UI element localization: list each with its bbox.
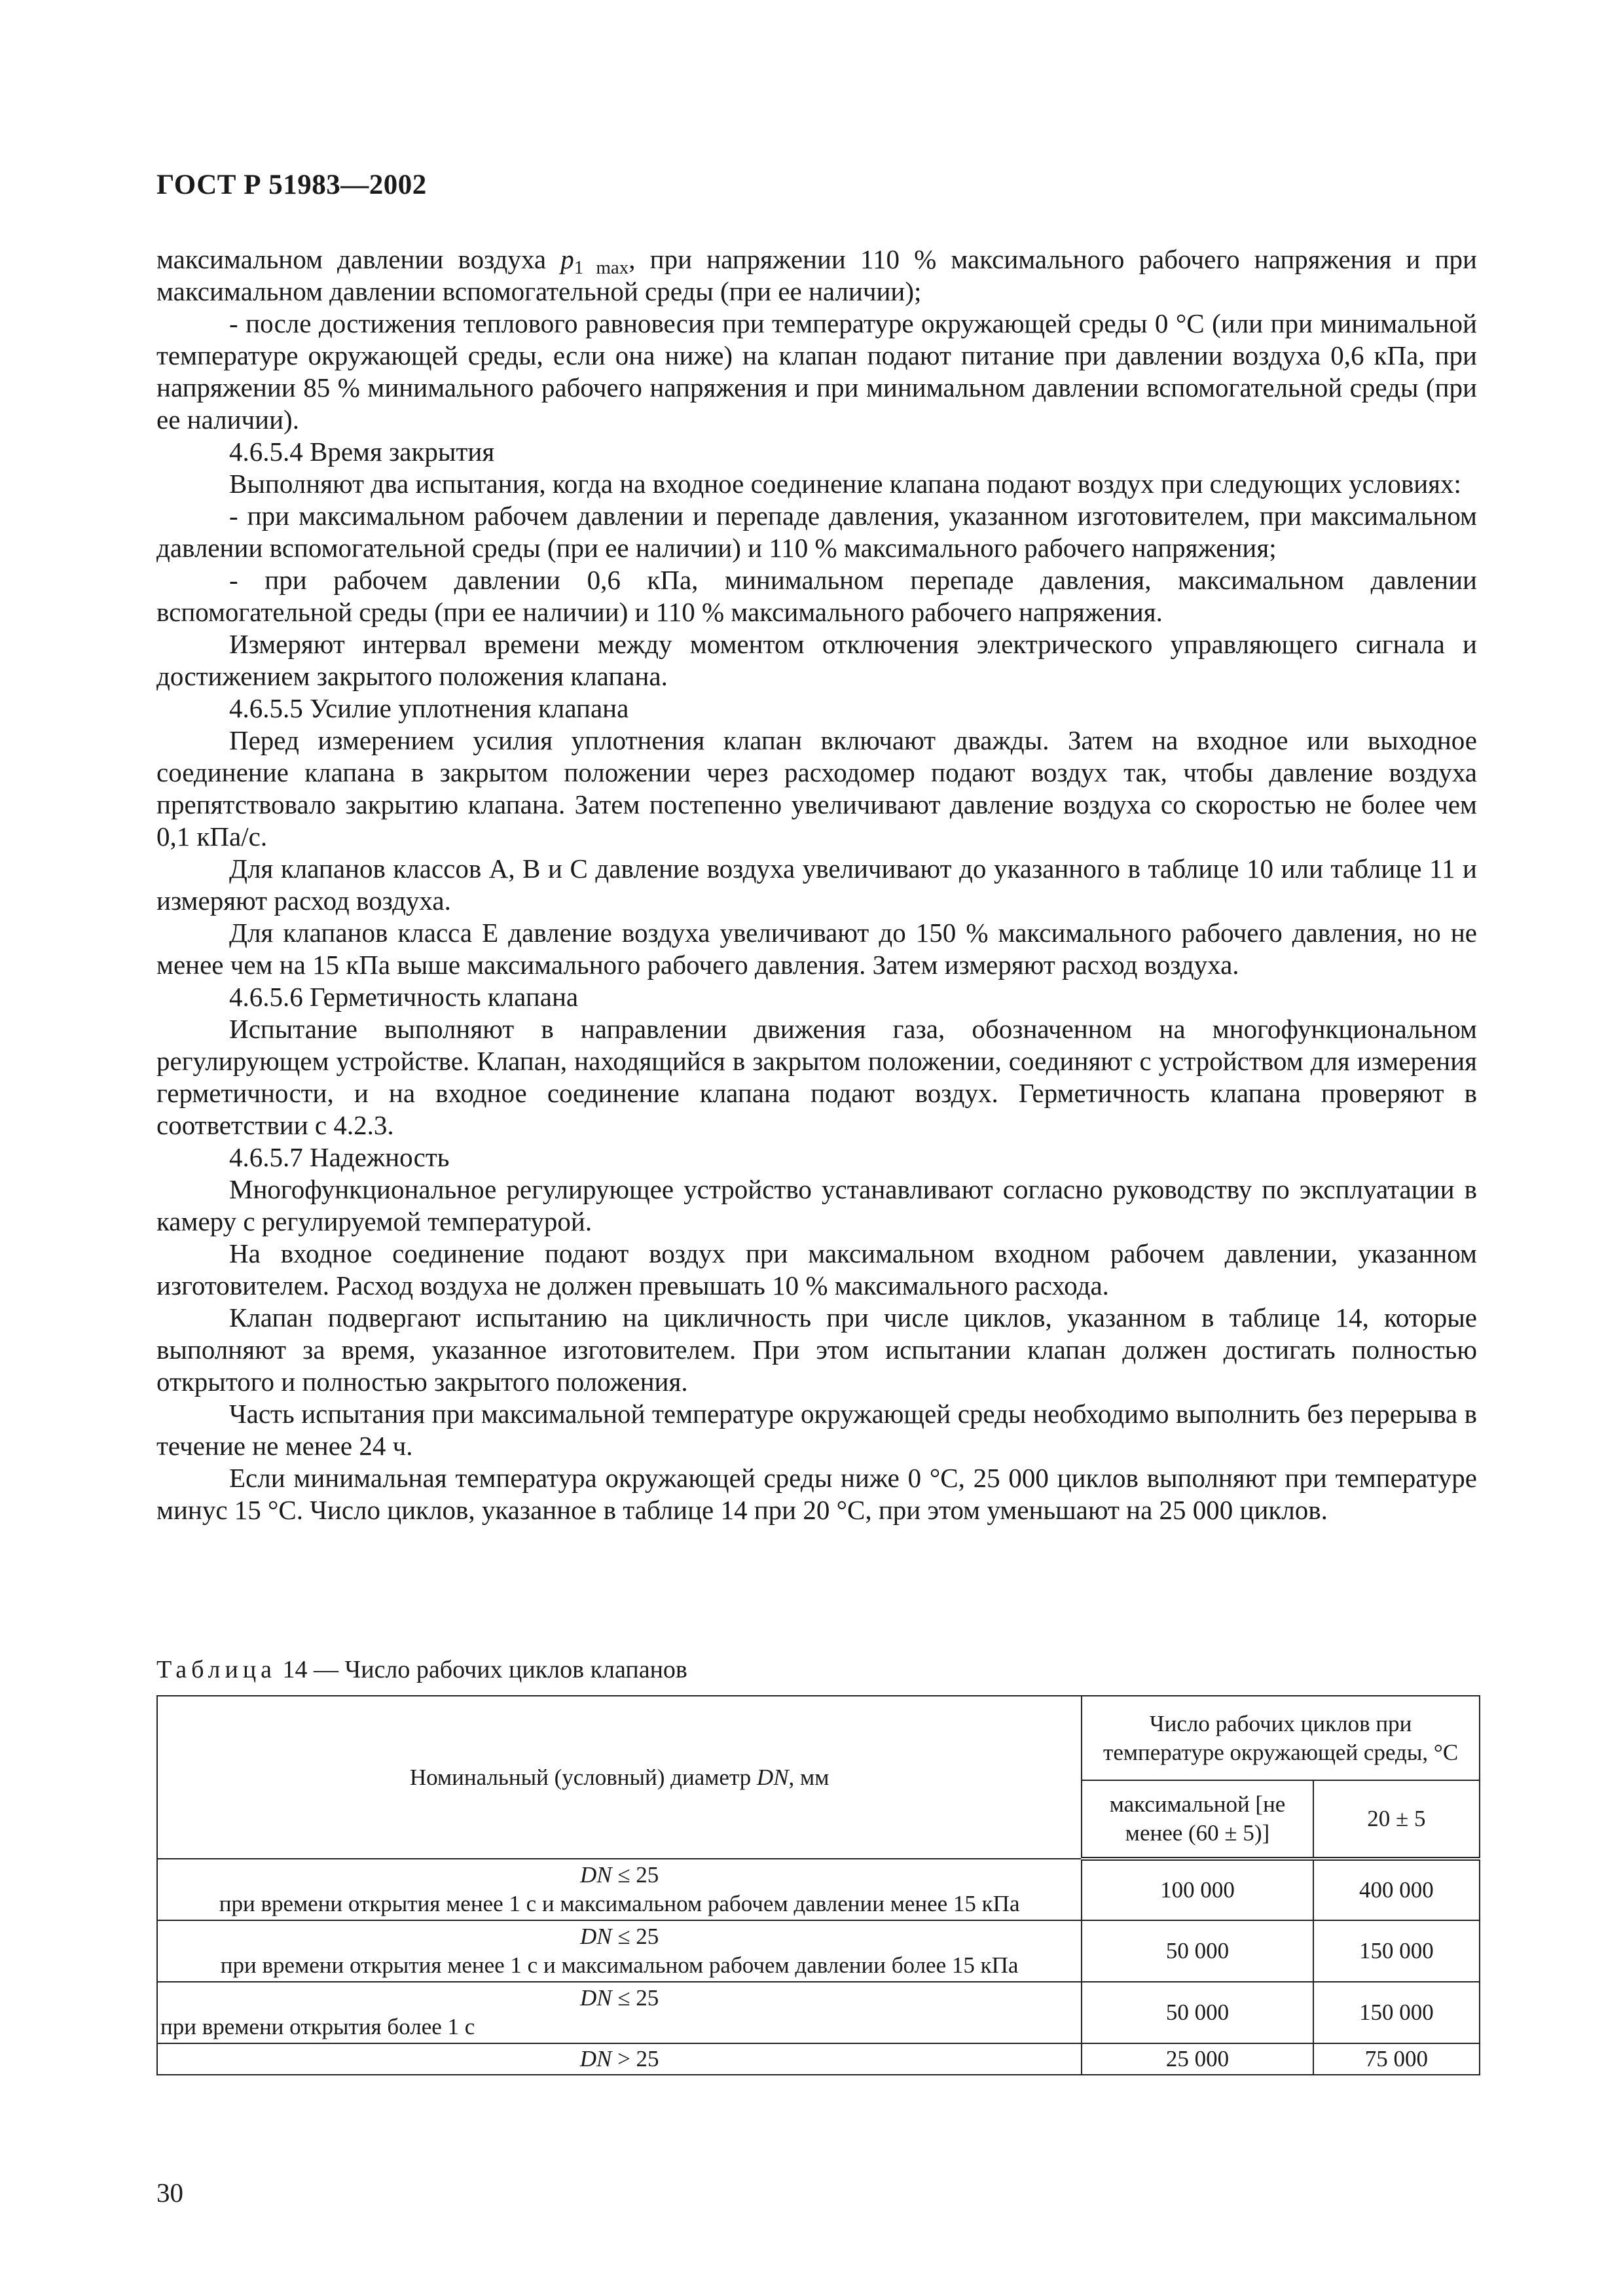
column-header-20-temp: 20 ± 5	[1313, 1780, 1480, 1859]
document-header: ГОСТ Р 51983—2002	[156, 170, 427, 200]
paragraph: Для клапанов класса Е давление воздуха увеличивают до 150 % максимального рабочего давления, но не менее чем на 15 кПа выше максимального рабочего давления. Затем измеряют расход воздуха.	[156, 918, 1477, 980]
table-caption: Таблица 14 — Число рабочих циклов клапанов	[156, 1656, 687, 1683]
paragraph: - при максимальном рабочем давлении и перепаде давления, указанном изготовителем, при максимальном давлении вспомогательной среды (при ее наличии) и 110 % максимального рабочего напряжения;	[156, 501, 1477, 563]
section-heading: 4.6.5.7 Надежность	[229, 1142, 450, 1172]
table-row	[157, 1920, 1480, 1982]
body-text	[156, 243, 1477, 1526]
column-group-header-cycles: Число рабочих циклов при температуре окружающей среды, °С	[1082, 1696, 1480, 1780]
paragraph: Перед измерением усилия уплотнения клапан включают дважды. Затем на входное или выходное соединение клапана в закрытом положении через расходомер подают воздух так, чтобы давление воздуха препятствовало закрытию клапана. Затем постепенно увеличивают давление воздуха со скоростью не более чем 0,1 кПа/с.	[156, 725, 1477, 852]
diameter-cell: DN ≤ 25 при времени открытия менее 1 с и максимальном рабочем давлении менее 15 кПа	[157, 1859, 1082, 1920]
table-row	[157, 2043, 1480, 2075]
cycles-max-cell: 25 000	[1082, 2043, 1313, 2075]
paragraph: Для клапанов классов А, В и С давление воздуха увеличивают до указанного в таблице 10 или таблице 11 и измеряют расход воздуха.	[156, 853, 1477, 916]
paragraph: Клапан подвергают испытанию на цикличность при числе циклов, указанном в таблице 14, которые выполняют за время, указанное изготовителем. При этом испытании клапан должен достигать полностью открытого и полностью закрытого положения.	[156, 1302, 1477, 1397]
diameter-cell: DN ≤ 25 при времени открытия более 1 с	[157, 1982, 1082, 2043]
cycles-table	[156, 1695, 1480, 2075]
paragraph: Если минимальная температура окружающей среды ниже 0 °С, 25 000 циклов выполняют при температуре минус 15 °С. Число циклов, указанное в таблице 14 при 20 °С, при этом уменьшают на 25 000 циклов.	[156, 1463, 1477, 1525]
cycles-max-cell: 100 000	[1082, 1859, 1313, 1920]
cycles-max-cell: 50 000	[1082, 1982, 1313, 2043]
table-row	[157, 1982, 1480, 2043]
paragraph: На входное соединение подают воздух при максимальном входном рабочем давлении, указанном изготовителем. Расход воздуха не должен превышать 10 % максимального расхода.	[156, 1238, 1477, 1300]
cycles-20-cell: 75 000	[1313, 2043, 1480, 2075]
cycles-20-cell: 400 000	[1313, 1859, 1480, 1920]
column-header-max-temp: максимальной [не менее (60 ± 5)]	[1082, 1780, 1313, 1859]
section-heading: 4.6.5.6 Герметичность клапана	[229, 982, 579, 1012]
page-number: 30	[156, 2178, 183, 2208]
paragraph: Часть испытания при максимальной температуре окружающей среды необходимо выполнить без перерыва в течение не менее 24 ч.	[156, 1399, 1477, 1461]
paragraph: Выполняют два испытания, когда на входное соединение клапана подают воздух при следующих условиях:	[229, 469, 1461, 499]
section-heading: 4.6.5.4 Время закрытия	[229, 437, 495, 467]
cycles-max-cell: 50 000	[1082, 1920, 1313, 1982]
paragraph: - при рабочем давлении 0,6 кПа, минимальном перепаде давления, максимальном давлении вспомогательной среды (при ее наличии) и 110 % максимального рабочего напряжения.	[156, 565, 1477, 627]
diameter-cell: DN > 25	[157, 2043, 1082, 2075]
paragraph: Испытание выполняют в направлении движения газа, обозначенном на многофункциональном регулирующем устройстве. Клапан, находящийся в закрытом положении, соединяют с устройством для измерения герметичности, и на входное соединение клапана подают воздух. Герметичность клапана проверяют в соответствии с 4.2.3.	[156, 1014, 1477, 1140]
table-row	[157, 1859, 1480, 1920]
paragraph: максимальном давлении воздуха $p_{1 max}$, при напряжении 110 % максимального рабочего напряжения и при максимальном давлении вспомогательной среды (при ее наличии);	[156, 244, 1477, 306]
diameter-cell: DN ≤ 25 при времени открытия менее 1 с и максимальном рабочем давлении более 15 кПа	[157, 1920, 1082, 1982]
section-heading: 4.6.5.5 Усилие уплотнения клапана	[229, 693, 629, 723]
cycles-20-cell: 150 000	[1313, 1982, 1480, 2043]
column-header-diameter: Номинальный (условный) диаметр DN, мм	[157, 1696, 1082, 1859]
paragraph: Измеряют интервал времени между моментом отключения электрического управляющего сигнала и достижением закрытого положения клапана.	[156, 629, 1477, 691]
cycles-20-cell: 150 000	[1313, 1920, 1480, 1982]
paragraph: - после достижения теплового равновесия при температуре окружающей среды 0 °С (или при минимальной температуре окружающей среды, если она ниже) на клапан подают питание при давлении воздуха 0,6 кПа, при напряжении 85 % минимального рабочего напряжения и при минимальном давлении вспомогательной среды (при ее наличии).	[156, 308, 1477, 435]
paragraph: Многофункциональное регулирующее устройство устанавливают согласно руководству по эксплуатации в камеру с регулируемой температурой.	[156, 1174, 1477, 1236]
